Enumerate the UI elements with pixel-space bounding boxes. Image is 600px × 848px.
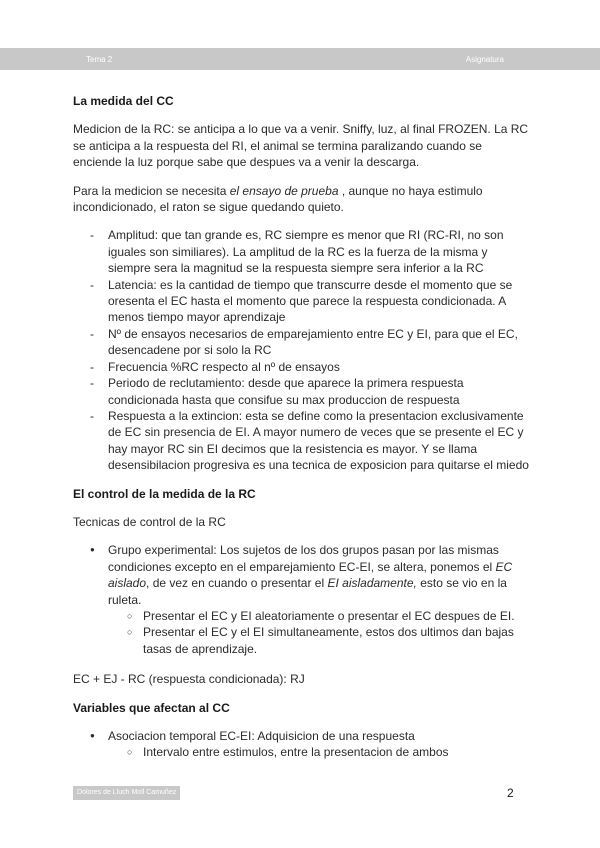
header-subject: Asignatura (465, 55, 504, 64)
header-topic: Tema 2 (86, 55, 113, 64)
item-text: , de vez en cuando o presentar el (146, 576, 328, 591)
item-emphasis: EI aisladamente, (327, 576, 417, 591)
sub-list-item: ○ Presentar el EC y EI aleatoriamente o presentar el EC despues de EI. (108, 608, 533, 624)
item-text: Asociacion temporal EC-EI: Adquisicion de una respuesta (108, 729, 415, 743)
list-item (73, 542, 533, 657)
measure-list (73, 227, 533, 473)
paragraph-text: , aunque no haya estimulo incondicionado, el raton se sigue quedando quieto. (73, 183, 483, 215)
list-item: - Amplitud: que tan grande es, RC siempre es menor que RI (RC-RI, no son iguales son similiares). La amplitud de la RC es la fuerza de la misma y siempre sera la magnitud se la respuesta siempre sera inferior a la RC (73, 227, 533, 276)
list-item: - Nº de ensayos necesarios de emparejamiento entre EC y EI, para que el EC, desencadene por si solo la RC (73, 326, 533, 359)
section-heading-control: El control de la medida de la RC (73, 486, 256, 501)
list-item: - Respuesta a la extincion: esta se define como la presentacion exclusivamente de EC sin presencia de EI. A mayor numero de veces que se presente el EC y hay mayor RC sin EI decimos que la resistencia es mayor. Y se llama desensibilacion progresiva es una tecnica de exposicion para quitarse el miedo (73, 408, 533, 474)
list-item: - Latencia: es la cantidad de tiempo que transcurre desde el momento que se oresenta el EC hasta el momento que parece la respuesta condicionada. A menos tiempo mayor aprendizaje (73, 277, 533, 326)
variables-list (73, 728, 533, 761)
paragraph-emphasis: el ensayo de prueba (229, 183, 339, 198)
item-text: esto se vio en la ruleta. (108, 576, 507, 607)
item-text: Grupo experimental: Los sujetos de los dos grupos pasan por las mismas condiciones excepto en el emparejamiento EC-EI, se altera, ponemos el (108, 543, 499, 574)
sub-list-item: ○ Presentar el EC y el EI simultaneamente, estos dos ultimos dan bajas tasas de aprendizaje. (108, 624, 533, 657)
document-body (73, 93, 533, 775)
paragraph-text: Para la medicion se necesita (73, 183, 230, 198)
section-heading-medida: La medida del CC (73, 94, 174, 108)
page-number: 2 (507, 786, 514, 800)
item-emphasis: EC aislado (108, 559, 513, 591)
paragraph-tecnicas: Tecnicas de control de la RC (73, 514, 226, 529)
author-tag: Dolores de Lluch Moll Camuñez (73, 786, 180, 800)
section-heading-variables: Variables que afectan al CC (73, 700, 230, 715)
list-item (73, 728, 533, 761)
page-header (0, 48, 600, 70)
sub-list (108, 744, 533, 760)
sub-list-item: ○ Intervalo entre estimulos, entre la presentacion de ambos (108, 744, 533, 760)
list-item: - Frecuencia %RC respecto al nº de ensayos (73, 359, 533, 375)
list-item: - Periodo de reclutamiento: desde que aparece la primera respuesta condicionada hasta que consifue su max produccion de respuesta (73, 375, 533, 408)
paragraph-ensayo-prueba (73, 183, 533, 216)
paragraph-medicion: Medicion de la RC: se anticipa a lo que va a venir. Sniffy, luz, al final FROZEN. La RC se anticipa a la respuesta del RI, el animal se termina paralizando cuando se enciende la luz porque sabe que despues va a venir la descarga. (73, 122, 529, 170)
sub-list (108, 608, 533, 657)
control-list (73, 542, 533, 657)
formula-line: EC + EJ - RC (respuesta condicionada): RJ (73, 672, 305, 687)
